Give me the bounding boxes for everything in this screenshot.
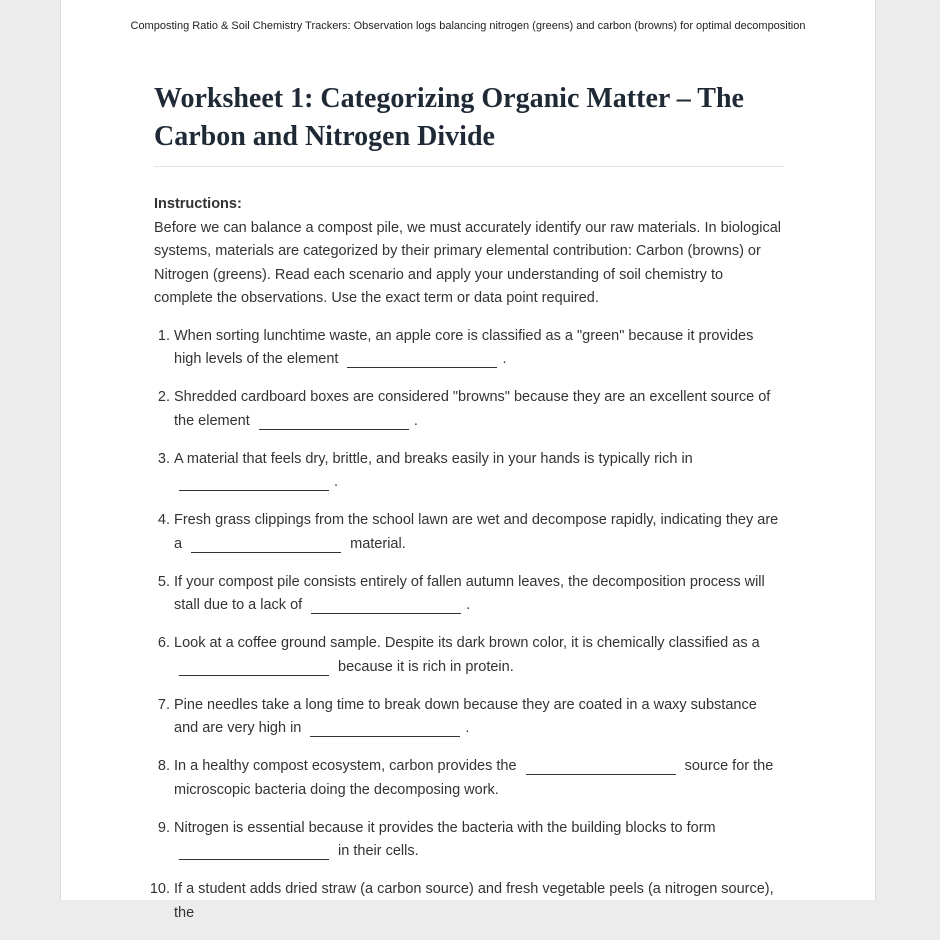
answer-blank[interactable] (191, 538, 341, 553)
answer-blank[interactable] (526, 760, 676, 775)
answer-blank[interactable] (311, 599, 461, 614)
question-text: When sorting lunchtime waste, an apple core is classified as a "green" because it provides high levels of the element (174, 327, 754, 367)
answer-blank[interactable] (179, 661, 329, 676)
question-item (174, 509, 784, 556)
answer-blank[interactable] (310, 722, 460, 737)
question-text: If your compost pile consists entirely of fallen autumn leaves, the decomposition process will stall due to a lack of (174, 573, 765, 613)
worksheet-content (154, 80, 784, 940)
worksheet-page (60, 0, 876, 921)
question-text-after: material. (350, 535, 406, 552)
question-text: Look at a coffee ground sample. Despite its dark brown color, it is chemically classified as a (174, 635, 760, 651)
question-text: A material that feels dry, brittle, and breaks easily in your hands is typically rich in (174, 450, 693, 467)
question-item (174, 448, 784, 495)
question-text-after: . (466, 597, 471, 613)
question-text-after: . (465, 720, 470, 736)
question-text: Fresh grass clippings from the school lawn are wet and decompose rapidly, indicating they are a (174, 512, 779, 552)
instructions (154, 193, 784, 311)
answer-blank[interactable] (347, 353, 497, 368)
question-text-after: . (413, 412, 418, 429)
instructions-text: Before we can balance a compost pile, we must accurately identify our raw materials. In biological systems, materials are categorized by their primary elemental contribution: Carbon (browns) or Nitrogen (greens). Read each scenario and apply your understanding of soil chemistry to complete the observations. Use the exact term or data point required. (154, 219, 782, 306)
question-text-after: in their cells. (338, 843, 419, 859)
answer-blank[interactable] (179, 845, 329, 860)
question-text: Nitrogen is essential because it provides the bacteria with the building blocks to form (174, 819, 716, 836)
question-text-after: . (502, 351, 507, 367)
question-item (174, 571, 784, 618)
question-item (174, 694, 784, 741)
question-text: Pine needles take a long time to break down because they are coated in a waxy substance and are very high in (174, 696, 757, 736)
answer-blank[interactable] (179, 476, 329, 491)
question-list (154, 325, 784, 926)
question-text-after: because it is rich in protein. (338, 658, 514, 675)
running-header: Composting Ratio & Soil Chemistry Trackers: Observation logs balancing nitrogen (greens) and carbon (browns) for optimal decomposition (130, 20, 806, 32)
question-item (174, 878, 784, 925)
question-text: If a student adds dried straw (a carbon source) and fresh vegetable peels (a nitrogen source), the (174, 881, 774, 921)
worksheet-title: Worksheet 1: Categorizing Organic Matter – The Carbon and Nitrogen Divide (154, 80, 784, 167)
question-item (174, 817, 784, 864)
question-item (174, 325, 784, 372)
question-item (174, 386, 784, 433)
question-text: In a healthy compost ecosystem, carbon provides the (174, 758, 517, 774)
answer-blank[interactable] (259, 415, 409, 430)
question-text: Shredded cardboard boxes are considered "browns" because they are an excellent source of the element (174, 389, 771, 429)
question-item (174, 632, 784, 679)
question-text-after: . (334, 474, 339, 490)
question-text-after: source for the microscopic bacteria doing the decomposing work. (174, 758, 774, 798)
instructions-label: Instructions: (154, 196, 242, 212)
question-item (174, 755, 784, 802)
